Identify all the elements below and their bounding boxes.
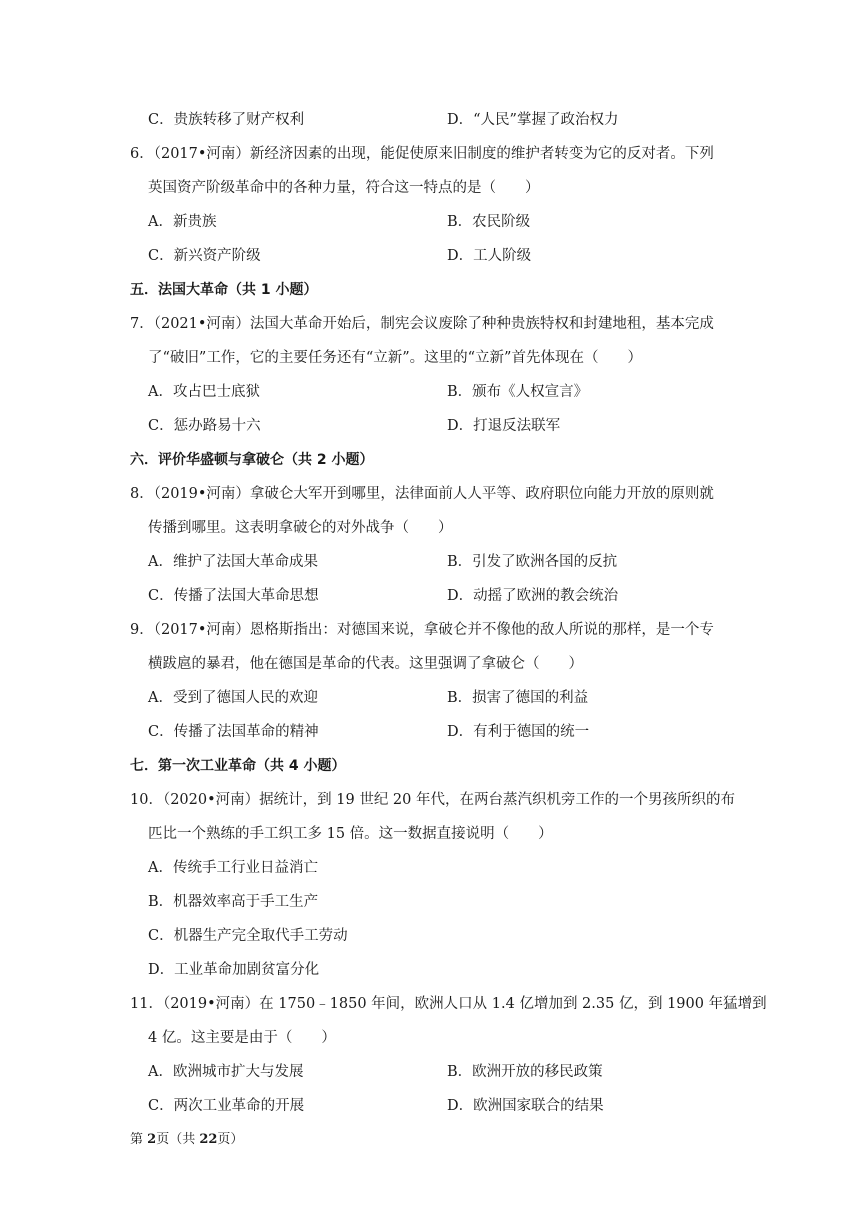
question-7-prompt-line-1: 7．（2021•河南）法国大革命开始后，制宪会议废除了种种贵族特权和封建地租，基本完成: [130, 316, 714, 332]
option-b: B．颁布《人权宣言》: [447, 384, 589, 400]
option-c: C．惩办路易十六: [148, 418, 261, 434]
question-11-prompt-line-2: 4 亿。这主要是由于（ ）: [148, 1030, 336, 1046]
option-c: C．传播了法国革命的精神: [148, 724, 319, 740]
option-c: C．两次工业革命的开展: [148, 1098, 305, 1114]
option-d: D．工人阶级: [447, 248, 532, 264]
section-heading-5: 五．法国大革命（共 1 小题）: [130, 282, 318, 298]
option-d: D．欧洲国家联合的结果: [447, 1098, 604, 1114]
option-b: B．欧洲开放的移民政策: [447, 1064, 603, 1080]
question-10-option-b: [0, 890, 860, 914]
option-b: B．引发了欧洲各国的反抗: [447, 554, 618, 570]
option-c: C．传播了法国大革命思想: [148, 588, 319, 604]
total-pages: 22: [199, 1132, 218, 1147]
option-b: B．农民阶级: [447, 214, 531, 230]
question-11-options-row-1: [0, 1060, 860, 1084]
question-7-options-row-2: [0, 414, 860, 438]
question-9-options-row-2: [0, 720, 860, 744]
question-5-options-row-2: [0, 108, 860, 132]
question-6-options-row-1: [0, 210, 860, 234]
question-10-option-c: [0, 924, 860, 948]
option-a: A．欧洲城市扩大与发展: [148, 1064, 304, 1080]
option-d: D．工业革命加剧贫富分化: [148, 962, 320, 978]
option-a: A．新贵族: [148, 214, 217, 230]
question-10-prompt-line-1: 10．（2020•河南）据统计，到 19 世纪 20 年代，在两台蒸汽织机旁工作的一个男孩所织的布: [130, 792, 735, 808]
question-9-prompt-line-1: 9．（2017•河南）恩格斯指出：对德国来说，拿破仑并不像他的敌人所说的那样，是一个专: [130, 622, 714, 638]
option-d: D．动摇了欧洲的教会统治: [447, 588, 619, 604]
question-8-prompt-line-1: 8．（2019•河南）拿破仑大军开到哪里，法律面前人人平等、政府职位向能力开放的原则就: [130, 486, 714, 502]
question-10-option-d: [0, 958, 860, 982]
question-10-option-a: [0, 856, 860, 880]
option-c: C．新兴资产阶级: [148, 248, 261, 264]
option-d: D．“人民”掌握了政治权力: [447, 112, 619, 128]
section-heading-6: 六．评价华盛顿与拿破仑（共 2 小题）: [130, 452, 374, 468]
page-number: 2: [147, 1132, 157, 1147]
question-11-prompt-line-1: 11．（2019•河南）在 1750﹣1850 年间，欧洲人口从 1.4 亿增加到 2.35 亿，到 1900 年猛增到: [130, 996, 767, 1012]
option-a: A．受到了德国人民的欢迎: [148, 690, 318, 706]
question-6-options-row-2: [0, 244, 860, 268]
question-11-options-row-2: [0, 1094, 860, 1118]
question-9-prompt-line-2: 横跋扈的暴君，他在德国是革命的代表。这里强调了拿破仑（ ）: [148, 656, 583, 672]
section-heading-7: 七．第一次工业革命（共 4 小题）: [130, 758, 346, 774]
question-10-prompt-line-2: 匹比一个熟练的手工织工多 15 倍。这一数据直接说明（ ）: [148, 826, 553, 842]
option-d: D．打退反法联军: [447, 418, 561, 434]
option-c: C．贵族转移了财产权利: [148, 112, 305, 128]
option-a: A．维护了法国大革命成果: [148, 554, 318, 570]
option-c: C．机器生产完全取代手工劳动: [148, 928, 348, 944]
question-8-options-row-2: [0, 584, 860, 608]
question-9-options-row-1: [0, 686, 860, 710]
option-d: D．有利于德国的统一: [447, 724, 590, 740]
option-a: A．传统手工行业日益消亡: [148, 860, 318, 876]
page-footer: 第 2页（共 22页）: [130, 1132, 244, 1147]
question-8-prompt-line-2: 传播到哪里。这表明拿破仑的对外战争（ ）: [148, 520, 453, 536]
question-6-prompt-line-1: 6．（2017•河南）新经济因素的出现，能促使原来旧制度的维护者转变为它的反对者。下列: [130, 146, 714, 162]
question-8-options-row-1: [0, 550, 860, 574]
option-a: A．攻占巴士底狱: [148, 384, 260, 400]
question-6-prompt-line-2: 英国资产阶级革命中的各种力量，符合这一特点的是（ ）: [148, 180, 540, 196]
question-7-options-row-1: [0, 380, 860, 404]
option-b: B．损害了德国的利益: [447, 690, 589, 706]
option-b: B．机器效率高于手工生产: [148, 894, 319, 910]
question-7-prompt-line-2: 了“破旧”工作，它的主要任务还有“立新”。这里的“立新”首先体现在（ ）: [148, 350, 642, 366]
